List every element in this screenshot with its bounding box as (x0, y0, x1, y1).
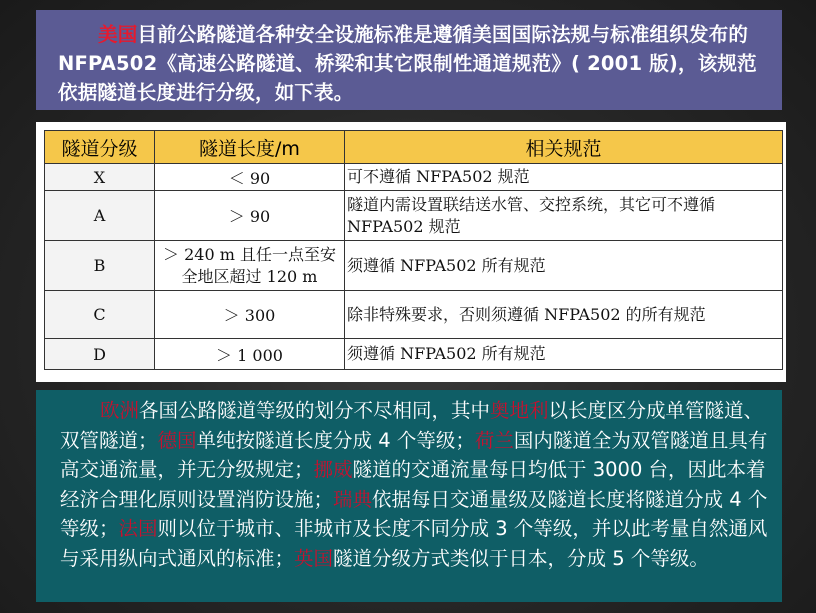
cell-length: ＜ 90 (155, 164, 345, 191)
table-header-row (45, 131, 783, 164)
table-row (45, 291, 783, 339)
cell-length: ＞ 300 (155, 291, 345, 339)
cell-spec: 可不遵循 NFPA502 规范 (345, 164, 783, 191)
cell-length: ＞ 240 m 且任一点至安全地区超过 120 m (155, 241, 345, 291)
table-row (45, 339, 783, 370)
header-spec: 相关规范 (345, 131, 783, 164)
europe-text-1: 各国公路隧道等级的划分不尽相同，其中 (139, 399, 491, 422)
tunnel-grade-table-panel (36, 122, 786, 382)
europe-text-7: 则以位于城市、非城市及长度不同分成 3 个等级，并以此考量自然通风与采用纵向式通风的标准； (60, 517, 768, 570)
europe-text-3: 单纯按隧道长度分成 4 个等级； (196, 428, 475, 452)
header-length: 隧道长度/m (155, 131, 345, 164)
us-intro-panel (36, 10, 782, 110)
table-row (45, 241, 783, 291)
europe-text-8: 隧道分级方式类似于日本，分成 5 个等级。 (333, 546, 709, 570)
europe-text-4: 国内隧道全为双管隧道且具有高交通流量，并无分级规定； (60, 428, 768, 481)
table-row (45, 164, 783, 191)
table-row (45, 191, 783, 241)
cell-spec: 须遵循 NFPA502 所有规范 (345, 241, 783, 291)
cell-grade: D (45, 339, 155, 370)
highlight-sweden: 瑞典 (333, 487, 373, 511)
cell-grade: C (45, 291, 155, 339)
highlight-europe: 欧洲 (100, 399, 140, 422)
europe-text-6: 依据每日交通量级及隧道长度将隧道分成 4 个等级； (60, 487, 768, 540)
header-grade: 隧道分级 (45, 131, 155, 164)
highlight-austria: 奥地利 (490, 399, 549, 422)
highlight-usa: 美国 (98, 23, 138, 46)
highlight-netherlands: 荷兰 (474, 428, 514, 452)
cell-length: ＞ 90 (155, 191, 345, 241)
highlight-norway: 挪威 (313, 458, 353, 481)
cell-grade: X (45, 164, 155, 191)
tunnel-grade-table (44, 130, 783, 370)
europe-text-2: 以长度区分成单管隧道、双管隧道； (60, 399, 764, 452)
cell-length: ＞ 1 000 (155, 339, 345, 370)
highlight-france: 法国 (118, 517, 158, 540)
europe-text-5: 隧道的交通流量每日均低于 3000 台，因此本着经济合理化原则设置消防设施； (60, 458, 766, 511)
europe-panel (36, 390, 782, 602)
cell-spec: 除非特殊要求，否则须遵循 NFPA502 的所有规范 (345, 291, 783, 339)
highlight-germany: 德国 (157, 428, 197, 452)
cell-spec: 须遵循 NFPA502 所有规范 (345, 339, 783, 370)
cell-spec: 隧道内需设置联结送水管、交控系统，其它可不遵循 NFPA502 规范 (345, 191, 783, 241)
us-intro-text: 目前公路隧道各种安全设施标准是遵循美国国际法规与标准组织发布的 NFPA502《高速公路隧道、桥梁和其它限制性通道规范》( 2001 版)，该规范依据隧道长度进行分级，如下表。 (58, 23, 757, 104)
cell-grade: B (45, 241, 155, 291)
cell-grade: A (45, 191, 155, 241)
highlight-uk: 英国 (294, 546, 334, 570)
